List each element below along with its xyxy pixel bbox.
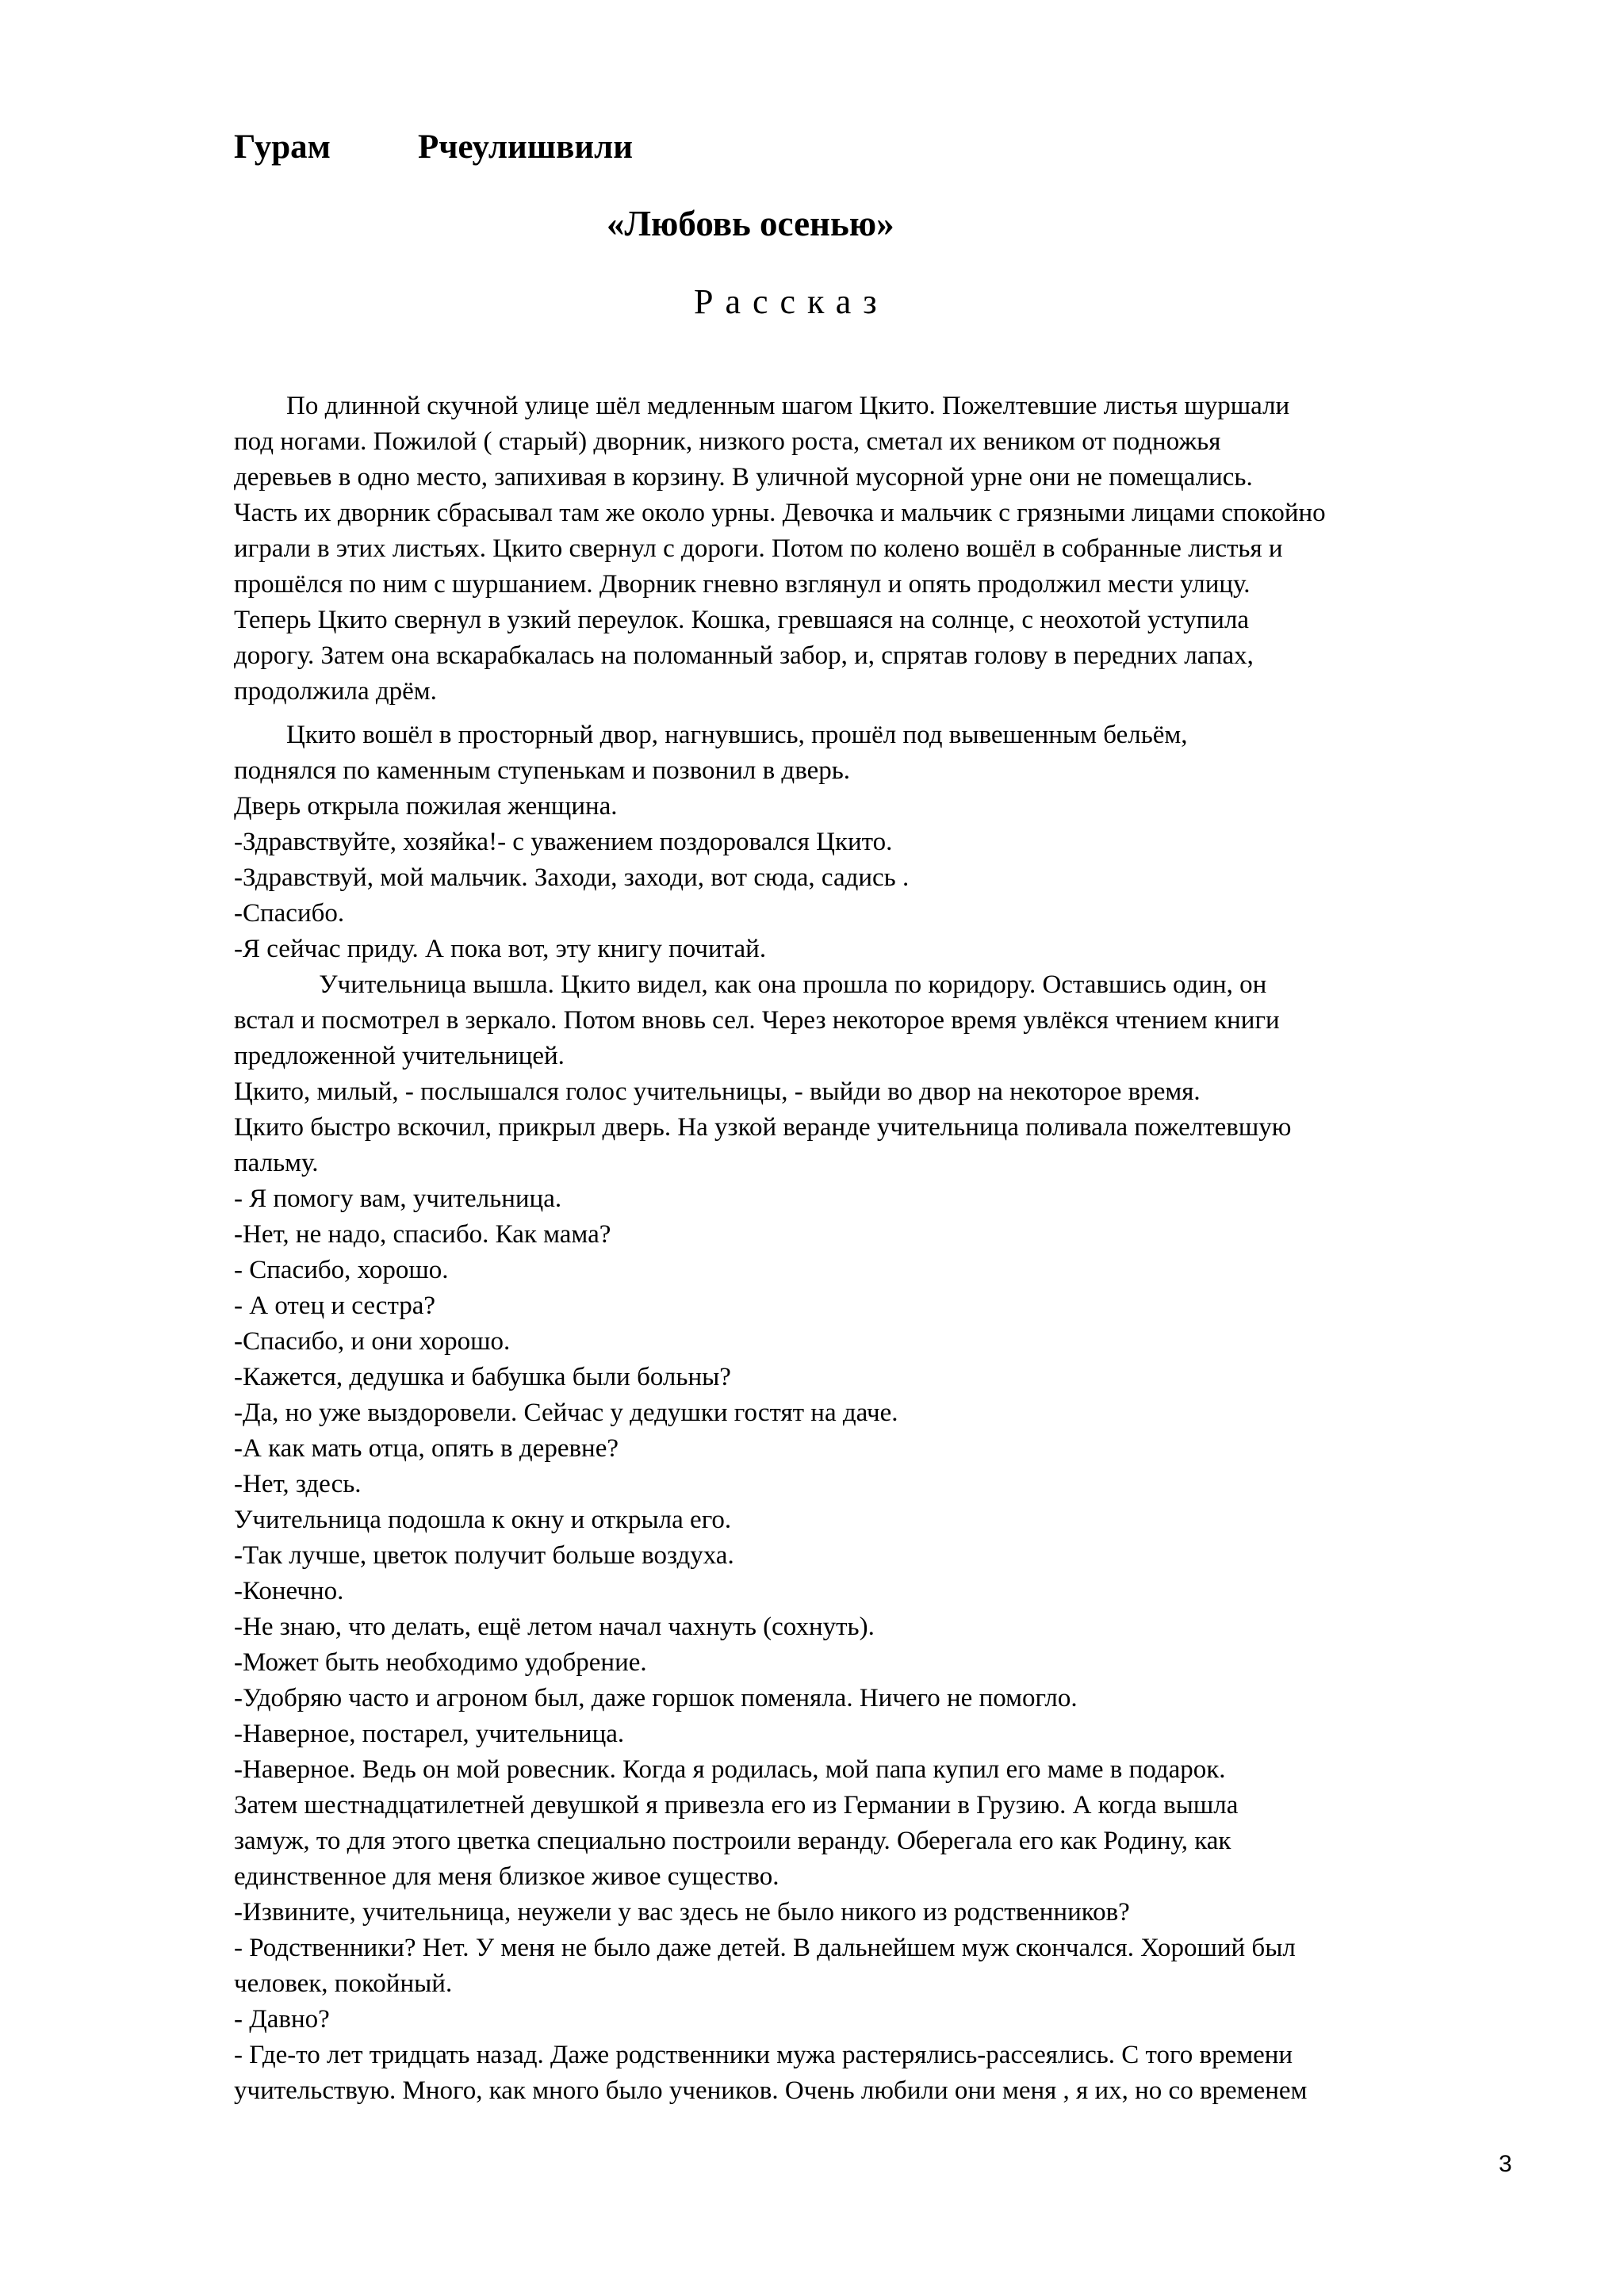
text-line: - Спасибо, хорошо. bbox=[234, 1256, 449, 1284]
paragraph-gap bbox=[234, 710, 1503, 718]
text-line: - Где-то лет тридцать назад. Даже родственники мужа растерялись-рассеялись. С того времени bbox=[234, 2041, 1293, 2069]
text-line: Цкито, милый, - послышался голос учительницы, - выйди во двор на некоторое время. bbox=[234, 1077, 1201, 1106]
text-line: -А как мать отца, опять в деревне? bbox=[234, 1434, 619, 1463]
text-line: -Здравствуйте, хозяйка!- с уважением поздоровался Цкито. bbox=[234, 828, 893, 856]
text-line: замуж, то для этого цветка специально построили веранду. Оберегала его как Родину, как bbox=[234, 1827, 1231, 1855]
text-line: Теперь Цкито свернул в узкий переулок. Кошка, гревшаяся на солнце, с неохотой уступила bbox=[234, 606, 1250, 634]
page-number: 3 bbox=[1499, 2151, 1512, 2177]
story-genre: Рассказ bbox=[694, 282, 889, 321]
text-line: Цкито быстро вскочил, прикрыл дверь. На узкой веранде учительница поливала пожелтевшую bbox=[234, 1113, 1292, 1142]
text-line: -Наверное. Ведь он мой ровесник. Когда я родилась, мой папа купил его маме в подарок. bbox=[234, 1755, 1226, 1784]
text-line: -Нет, не надо, спасибо. Как мама? bbox=[234, 1220, 611, 1249]
text-line: Цкито вошёл в просторный двор, нагнувшись, прошёл под вывешенным бельём, bbox=[234, 721, 1188, 749]
text-line: Дверь открыла пожилая женщина. bbox=[234, 792, 618, 821]
author-last-name: Рчеулишвили bbox=[417, 128, 633, 166]
text-line: дорогу. Затем она вскарабкалась на поломанный забор, и, спрятав голову в передних лапах, bbox=[234, 641, 1254, 670]
story-body bbox=[234, 388, 1503, 2109]
author-heading bbox=[234, 125, 633, 170]
text-line: единственное для меня близкое живое существо. bbox=[234, 1862, 779, 1891]
text-line: -Здравствуй, мой мальчик. Заходи, заходи, вот сюда, садись . bbox=[234, 863, 910, 892]
text-line: продолжила дрём. bbox=[234, 677, 437, 706]
text-line: -Извините, учительница, неужели у вас здесь не было никого из родственников? bbox=[234, 1898, 1130, 1927]
text-line: - Я помогу вам, учительница. bbox=[234, 1184, 562, 1213]
text-line: Затем шестнадцатилетней девушкой я привезла его из Германии в Грузию. А когда вышла bbox=[234, 1791, 1239, 1820]
text-line: Часть их дворник сбрасывал там же около урны. Девочка и мальчик с грязными лицами спокойно bbox=[234, 499, 1326, 527]
text-line: - Давно? bbox=[234, 2005, 330, 2034]
text-line: прошёлся по ним с шуршанием. Дворник гневно взглянул и опять продолжил мести улицу. bbox=[234, 570, 1251, 599]
text-line: -Удобряю часто и агроном был, даже горшок поменяла. Ничего не помогло. bbox=[234, 1684, 1078, 1712]
text-line: -Спасибо, и они хорошо. bbox=[234, 1327, 511, 1356]
text-line: -Не знаю, что делать, ещё летом начал чахнуть (сохнуть). bbox=[234, 1613, 875, 1641]
text-line: - Родственники? Нет. У меня не было даже детей. В дальнейшем муж скончался. Хороший был bbox=[234, 1934, 1296, 1962]
story-title: «Любовь осенью» bbox=[607, 204, 894, 243]
text-line: встал и посмотрел в зеркало. Потом вновь сел. Через некоторое время увлёкся чтением книги bbox=[234, 1006, 1280, 1035]
text-line: -Нет, здесь. bbox=[234, 1470, 362, 1498]
text-line: -Наверное, постарел, учительница. bbox=[234, 1720, 625, 1748]
text-line: -Я сейчас приду. А пока вот, эту книгу почитай. bbox=[234, 935, 767, 963]
text-line: учительствую. Много, как много было учеников. Очень любили они меня , я их, но со временем bbox=[234, 2076, 1308, 2105]
text-line: -Может быть необходимо удобрение. bbox=[234, 1648, 647, 1677]
text-line: -Конечно. bbox=[234, 1577, 344, 1605]
author-first-name: Гурам bbox=[234, 128, 331, 166]
text-line: поднялся по каменным ступенькам и позвонил в дверь. bbox=[234, 756, 851, 785]
text-line: Учительница подошла к окну и открыла его. bbox=[234, 1506, 732, 1534]
text-line: пальму. bbox=[234, 1149, 319, 1177]
text-line: предложенной учительницей. bbox=[234, 1042, 565, 1070]
text-line: человек, покойный. bbox=[234, 1969, 453, 1998]
text-line: Учительница вышла. Цкито видел, как она прошла по коридору. Оставшись один, он bbox=[234, 970, 1267, 999]
text-line: -Да, но уже выздоровели. Сейчас у дедушки гостят на даче. bbox=[234, 1399, 898, 1427]
text-line: -Спасибо. bbox=[234, 899, 345, 928]
text-line: играли в этих листьях. Цкито свернул с дороги. Потом по колено вошёл в собранные листья и bbox=[234, 534, 1283, 563]
text-line: - А отец и сестра? bbox=[234, 1292, 436, 1320]
text-line: -Кажется, дедушка и бабушка были больны? bbox=[234, 1363, 731, 1391]
text-line: -Так лучше, цветок получит больше воздуха. bbox=[234, 1541, 734, 1570]
text-line: под ногами. Пожилой ( старый) дворник, низкого роста, сметал их веником от подножья bbox=[234, 427, 1221, 456]
text-line: деревьев в одно место, запихивая в корзину. В уличной мусорной урне они не помещались. bbox=[234, 463, 1253, 492]
text-line: По длинной скучной улице шёл медленным шагом Цкито. Пожелтевшие листья шуршали bbox=[234, 392, 1290, 420]
